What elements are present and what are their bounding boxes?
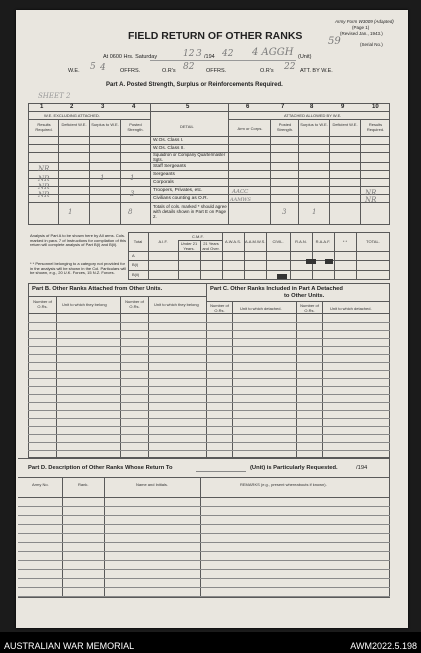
date-year-handwritten: 42 bbox=[222, 49, 234, 59]
unit-handwritten: 4 AGGH bbox=[252, 47, 294, 58]
entry-nr-4: NR bbox=[38, 191, 50, 199]
part-b-head-3: Number of O.Rs. bbox=[125, 299, 144, 309]
entry-arm-1: AACC bbox=[232, 189, 249, 195]
column-number: 5 bbox=[186, 104, 190, 110]
att-offrs-label: OFFRS. bbox=[206, 68, 227, 74]
att-ors-label: O.R's bbox=[260, 68, 274, 74]
date-day-handwritten: 12 bbox=[183, 49, 195, 59]
part-d-head-name: Name and Initials. bbox=[136, 482, 169, 487]
entry-arm-2: AAMWS bbox=[230, 197, 251, 203]
entry-total-posted: 3 bbox=[282, 208, 287, 216]
analysis-note: Analysis of Part A to be shown here by All arms. Cols. marked in para. 7 of Instructions for compilation of this return will complete analysis of Part B(i) and B(ii). bbox=[30, 233, 127, 248]
form-revision: (Revised Jan., 1943.) bbox=[340, 31, 383, 36]
part-c-head-4: Unit to which detached. bbox=[330, 306, 372, 311]
analysis-head: 21 Years and Over. bbox=[202, 241, 220, 251]
entry-nr-6: NR bbox=[365, 196, 377, 204]
entry-nr-3: NR bbox=[38, 183, 50, 191]
row-a-label: A bbox=[132, 253, 135, 258]
cancel-stamp-3 bbox=[306, 259, 316, 264]
ors-right-handwritten: 22 bbox=[284, 62, 296, 72]
part-b-head-4: Unit to which they belong bbox=[154, 302, 199, 307]
row-staff-sergeants: Staff Sergeants bbox=[153, 164, 186, 169]
entry-nr-5: NR bbox=[365, 189, 377, 197]
column-number: 2 bbox=[70, 104, 74, 110]
entry-total-strength: 8 bbox=[128, 208, 133, 216]
right-group-label: ATTACHED ALLOWED BY W.E. bbox=[284, 113, 342, 118]
row-totals: Totals of cols. marked * should agree with details shown in Part E on Page 2. bbox=[153, 204, 227, 219]
row-corporals: Corporals bbox=[153, 180, 174, 185]
analysis-head: Under 21 Years. bbox=[180, 241, 198, 251]
right-head-5: Results Required. bbox=[366, 122, 385, 132]
entry-total-surplus: 1 bbox=[312, 208, 317, 216]
cancel-stamp-2 bbox=[325, 259, 333, 264]
column-number: 1 bbox=[40, 104, 44, 110]
we-offrs-handwritten: 5 bbox=[90, 62, 96, 72]
time-line: At 0600 Hrs. Saturday bbox=[103, 54, 158, 60]
row-troopers: Troopers, Privates, etc. bbox=[153, 188, 203, 193]
column-number: 8 bbox=[310, 104, 314, 110]
left-head-1: Results Required. bbox=[35, 122, 53, 132]
row-bi-label: B(i) bbox=[132, 262, 139, 267]
column-number: 6 bbox=[246, 104, 250, 110]
column-number: 3 bbox=[101, 104, 105, 110]
column-number: 7 bbox=[281, 104, 285, 110]
category-note: * * Personnel belonging to a category not provided for in the analysis will be shown in the Col. Particulars will be shown, e.g., 20 U.K. Forces, 15 N.Z. Forces. bbox=[30, 261, 127, 276]
row-qm-sgts: Squadron or Company Quartermaster Sgts. bbox=[153, 152, 226, 162]
analysis-head: A.A.M.W.S. bbox=[245, 239, 266, 244]
part-b-title: Part B. Other Ranks Attached from Other Units. bbox=[32, 286, 163, 292]
form-page: (Page 1) bbox=[352, 25, 370, 30]
left-head-2: Deficient W.E. bbox=[61, 122, 87, 127]
part-c-head-1: Number of O.Rs. bbox=[210, 303, 229, 313]
part-a-title: Part A. Posted Strength, Surplus or Reinforcements Required. bbox=[106, 82, 283, 88]
sheet-stamp: SHEET 2 bbox=[38, 92, 71, 100]
analysis-head: R.A.A.F. bbox=[315, 239, 331, 244]
analysis-head: * * bbox=[342, 239, 348, 244]
analysis-head: TOTAL. bbox=[366, 239, 380, 244]
serial-label: (Serial No.) bbox=[360, 42, 383, 47]
serial-number-handwritten: 59 bbox=[328, 36, 341, 47]
entry-nr-2: NR bbox=[38, 175, 50, 183]
part-b-head-2: Unit to which they belong bbox=[62, 302, 107, 307]
unit-label: (Unit) bbox=[298, 54, 312, 60]
entry-posted-2: 3 bbox=[130, 190, 135, 198]
entry-surplus-1: 1 bbox=[100, 174, 105, 182]
we-label: W.E. bbox=[68, 68, 80, 74]
row-civilians: Civilians counting as O.R. bbox=[153, 196, 208, 201]
right-head-3: Surplus to W.E. bbox=[300, 122, 328, 127]
cmf-label: C.M.F. bbox=[192, 234, 204, 239]
date-separator: /194 bbox=[204, 54, 215, 60]
part-d-title-mid: (Unit) is Particularly Requested. bbox=[250, 465, 338, 471]
part-d-title: Part D. Description of Other Ranks Whose Return To bbox=[28, 465, 173, 471]
row-wo-class-1: W.Os. Class I. bbox=[153, 138, 184, 143]
part-d-table bbox=[18, 458, 390, 598]
entry-nr-1: NR bbox=[38, 165, 50, 173]
left-group-label: W.E. EXCLUDING ATTACHED. bbox=[44, 113, 100, 118]
left-head-3: Surplus to W.E. bbox=[91, 122, 119, 127]
we-ors-handwritten: 4 bbox=[100, 63, 106, 73]
analysis-head: Total bbox=[133, 239, 143, 244]
ors-mid-handwritten: 82 bbox=[183, 62, 195, 72]
detail-head: DETAIL bbox=[180, 124, 194, 129]
form-reference: Army Form W3009 (Adapted) bbox=[335, 19, 394, 24]
part-c-head-2: Unit to which detached. bbox=[240, 306, 282, 311]
cancel-stamp-1 bbox=[277, 274, 287, 279]
part-d-title-date: /194 bbox=[356, 465, 368, 471]
part-d-head-remarks: REMARKS (e.g., present whereabouts if known). bbox=[240, 482, 327, 487]
att-by-we-label: ATT. BY W.E. bbox=[300, 68, 333, 74]
footer-credit: AUSTRALIAN WAR MEMORIAL bbox=[4, 641, 135, 651]
row-wo-class-2: W.Os. Class II. bbox=[153, 146, 185, 151]
right-head-4: Deficient W.E. bbox=[332, 122, 358, 127]
entry-total-deficient: 1 bbox=[68, 208, 73, 216]
part-d-head-army-no: Army No. bbox=[32, 482, 49, 487]
column-number: 4 bbox=[132, 104, 136, 110]
left-head-4: Posted Strength. bbox=[127, 122, 144, 132]
analysis-head: A.I.F. bbox=[158, 239, 168, 244]
part-c-head-3: Number of O.Rs. bbox=[300, 303, 319, 313]
analysis-head: CIVIL. bbox=[272, 239, 284, 244]
row-bii-label: B(ii) bbox=[132, 272, 140, 277]
date-month-handwritten: 3 bbox=[196, 49, 202, 59]
we-ors-label: O.R's bbox=[162, 68, 176, 74]
column-number: 10 bbox=[372, 104, 379, 110]
entry-posted-1: 1 bbox=[130, 174, 135, 182]
we-offrs-label: OFFRS. bbox=[120, 68, 141, 74]
part-b-head-1: Number of O.Rs. bbox=[33, 299, 52, 309]
part-c-title-2: to Other Units. bbox=[284, 293, 325, 299]
footer-accession: AWM2022.5.198 bbox=[350, 641, 417, 651]
right-head-2: Posted Strength. bbox=[276, 122, 294, 132]
analysis-head: A.W.A.S. bbox=[224, 239, 241, 244]
part-c-title-1: Part C. Other Ranks Included in Part A Detached bbox=[210, 286, 343, 292]
right-head-1: Arm or Corps. bbox=[237, 126, 263, 131]
column-number: 9 bbox=[341, 104, 345, 110]
analysis-head: R.A.N. bbox=[295, 239, 307, 244]
part-d-head-rank: Rank. bbox=[78, 482, 89, 487]
row-sergeants: Sergeants bbox=[153, 172, 175, 177]
form-title: FIELD RETURN OF OTHER RANKS bbox=[128, 30, 303, 42]
